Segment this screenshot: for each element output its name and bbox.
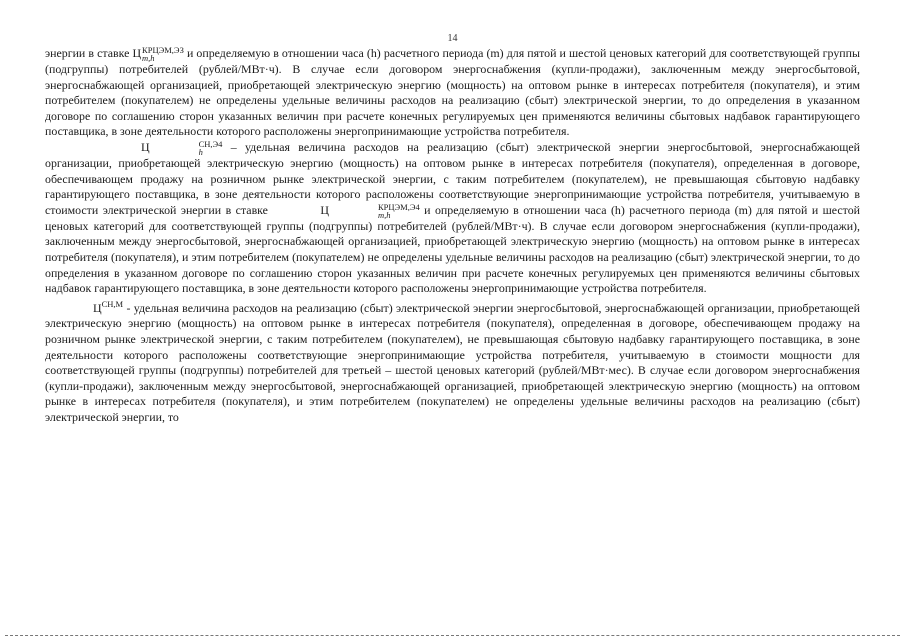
formula-subscript: m,h	[142, 53, 155, 63]
formula-superscript: КРЦЭМ,Э4	[378, 201, 420, 212]
formula-superscript: СН,М	[101, 298, 124, 309]
formula-superscript: КРЦЭМ,ЭЗ	[142, 45, 184, 55]
paragraph-3	[45, 297, 860, 426]
formula-base: Ц	[132, 46, 142, 60]
formula-base: Ц	[320, 202, 329, 217]
formula-symbol	[93, 140, 222, 156]
formula-indices	[330, 203, 420, 219]
formula-symbol	[272, 203, 419, 219]
paragraph-text: и определяемую в отношении часа (h) расчетного периода (m) для пятой и шестой ценовых категорий для соответствующей группы (подгруппы) потребителей (рублей/МВт·ч). В случае если договором энергоснабжения (купли-продажи), заключенным между энергосбытовой, энергоснабжающей организацией, приобретающей электрическую энергию (мощность) на оптовом рынке в интересах потребителя (покупателя), и этим потребителем (покупателем) не определены удельные величины расходов на реализацию (сбыт) электрической энергии, то до определения в указанном договоре по соглашению сторон указанных величин при расчете конечных регулируемых цен применяются величины сбытовых надбавок гарантирующего поставщика, в зоне деятельности которого расположены энергопринимающие устройства потребителя.	[45, 202, 861, 296]
formula-indices	[151, 140, 223, 156]
formula-subscript: m,h	[378, 209, 391, 220]
paragraph-text: – удельная величина расходов на реализацию (сбыт) электрической энергии энергосбытовой, энергоснабжающей организации, приобретающей электрическую энергию (мощность) на оптовом рынке в интересах потребителя (покупателя), определенная в договоре, обеспечивающем продажу на розничном рынке электрической энергии, с таким потребителем (покупателем), не превышающая сбытовую надбавку гарантирующего поставщика, в зоне деятельности которого расположены соответствующие энергопринимающие устройства потребителя, учитываемую в стоимости электрической энергии в ставке	[45, 139, 860, 217]
formula-symbol	[132, 46, 183, 62]
document-body	[45, 46, 860, 425]
formula-subscript: h	[198, 146, 203, 157]
paragraph-2	[45, 140, 860, 297]
paragraph-text: и определяемую в отношении часа (h) расчетного периода (m) для пятой и шестой ценовых категорий для соответствующей группы (подгруппы) потребителей (рублей/МВт·ч). В случае если договором энергоснабжения (купли-продажи), заключенным между энергосбытовой, энергоснабжающей организацией, приобретающей электрическую энергию (мощность) на оптовом рынке в интересах потребителя (покупателя), и этим потребителем (покупателем) не определены удельные величины расходов на реализацию (сбыт) электрической энергии, то до определения в указанном договоре по соглашению сторон указанных величин при расчете конечных регулируемых цен применяются величины сбытовых надбавок гарантирующего поставщика, в зоне деятельности которого расположены энергопринимающие устройства потребителя.	[45, 46, 860, 139]
scan-edge-line	[5, 635, 900, 636]
formula-indices	[142, 46, 184, 62]
paragraph-text: энергии в ставке	[45, 46, 133, 60]
formula-base: Ц	[93, 300, 102, 315]
paragraph-1	[45, 46, 860, 140]
formula-base: Ц	[141, 139, 150, 154]
page-number: 14	[447, 33, 458, 44]
formula-superscript: СН,Э4	[198, 138, 223, 149]
paragraph-text: - удельная величина расходов на реализацию (сбыт) электрической энергии энергосбытовой, энергоснабжающей организации, приобретающей электрическую энергию (мощность) на оптовом рынке в интересах потребителя (покупателя), определенная в договоре, обеспечивающем продажу на розничном рынке электрической энергии, с таким потребителем (покупателем), не превышающая сбытовую надбавку гарантирующего поставщика, в зоне деятельности которого расположены соответствующие энергопринимающие устройства потребителя, учитываемую в стоимости мощности для соответствующей группы (подгруппы) потребителей для третьей – шестой ценовых категорий (рублей/МВт·мес). В случае если договором энергоснабжения (купли-продажи), заключенным между энергосбытовой, энергоснабжающей организацией, приобретающей электрическую энергию (мощность) на оптовом рынке в интересах потребителя (покупателя), и этим потребителем (покупателем) не определены удельные величины расходов на реализацию (сбыт) электрической энергии, то	[45, 300, 860, 424]
